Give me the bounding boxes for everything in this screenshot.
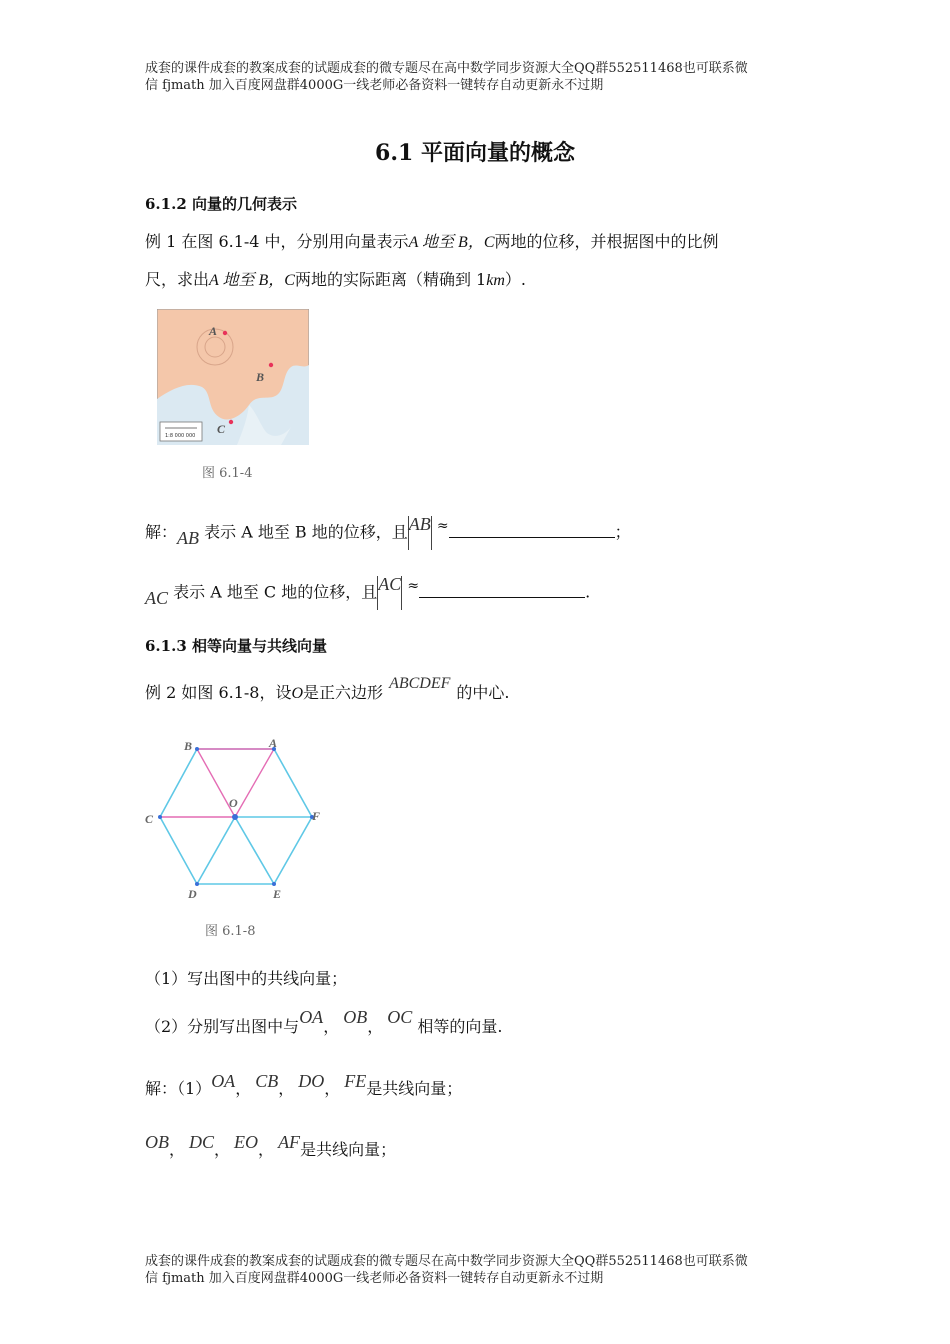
vertex-label-f: F [312, 809, 321, 823]
figure-6-1-8-caption: 图 6.1-8 [205, 924, 256, 939]
center-point [232, 814, 238, 820]
vector-ac: AC [145, 587, 169, 608]
map-scale-text: 1:8 000 000 [165, 433, 196, 439]
question-2 [145, 1007, 503, 1037]
answer-blank-ab[interactable] [449, 523, 615, 538]
hexagon-name: ABCDEF [389, 675, 451, 692]
approx-symbol: ≈ [436, 517, 449, 534]
vector-ac-magnitude: AC [378, 573, 402, 594]
solution-2-label: 解：（1） [145, 1079, 212, 1098]
center-o: O [291, 685, 304, 702]
period: . [585, 582, 591, 602]
solution-2-line-1 [145, 1071, 463, 1099]
section-heading-6-1-2: 6.1.2 向量的几何表示 [145, 195, 297, 213]
example-1-text-c: 尺，求出 [145, 270, 210, 289]
vertex-label-e: E [273, 887, 282, 901]
map-label-b: B [256, 370, 265, 384]
page-footer [145, 1253, 815, 1287]
comma: ， [278, 1079, 295, 1098]
vector-oa-answer: OA [211, 1071, 236, 1091]
example-2-text-c: 的中心. [456, 683, 510, 702]
section-heading-6-1-3: 6.1.3 相等向量与共线向量 [145, 637, 327, 655]
question-1: （1）写出图中的共线向量； [145, 969, 348, 988]
example-2-text-a: 例 2 如图 6.1-8，设 [145, 683, 292, 702]
comma: ， [169, 1140, 186, 1159]
vector-ob-answer: OB [145, 1132, 169, 1152]
question-2-text-a: （2）分别写出图中与 [145, 1017, 300, 1036]
map-illustration [157, 309, 309, 445]
comma: ， [324, 1079, 341, 1098]
collinear-text-1: 是共线向量； [366, 1079, 463, 1098]
header-line-1: 成套的课件成套的教案成套的试题成套的微专题尽在高中数学同步资源大全QQ群552511468也可联系微 [145, 61, 748, 76]
example-2-text-b: 是正六边形 [303, 683, 384, 702]
vector-ab: AB [177, 527, 200, 548]
comma: ， [367, 1017, 384, 1036]
page-title: 6.1 平面向量的概念 [375, 140, 575, 166]
map-label-c: C [217, 422, 226, 436]
solution-2-line-2 [145, 1132, 397, 1160]
vertex-label-a: A [269, 736, 278, 750]
comma: ， [323, 1017, 340, 1036]
semicolon: ； [614, 522, 631, 542]
example-1-text-d: 两地的实际距离（精确到 1 [294, 270, 487, 289]
solution-1-line-2 [145, 573, 591, 610]
comma: ， [258, 1140, 275, 1159]
example-1-places-2: A 地至 B，C [209, 272, 295, 289]
vector-eo: EO [234, 1132, 259, 1152]
collinear-text-2: 是共线向量； [300, 1140, 397, 1159]
example-1-text-a: 例 1 在图 6.1-4 中，分别用向量表示 [145, 232, 409, 251]
example-1-places: A 地至 B，C [408, 234, 495, 251]
hexagon-figure [140, 730, 330, 910]
vector-cb: CB [255, 1071, 279, 1091]
page-header [145, 60, 815, 94]
vector-af: AF [278, 1132, 301, 1152]
footer-line-1: 成套的课件成套的教案成套的试题成套的微专题尽在高中数学同步资源大全QQ群552511468也可联系微 [145, 1254, 748, 1269]
vector-do: DO [298, 1071, 325, 1091]
example-1-line-1 [145, 229, 719, 252]
vector-dc: DC [189, 1132, 215, 1152]
example-2-line [145, 675, 510, 703]
map-point-b [269, 363, 273, 367]
solution-1-line-1 [145, 513, 631, 550]
hexagon-diagram [140, 730, 330, 910]
vertex-label-o: O [229, 796, 238, 810]
solution-label: 解： [145, 522, 178, 542]
vertex-label-b: B [184, 739, 193, 753]
vector-ob: OB [343, 1007, 368, 1027]
km-unit: km [486, 272, 505, 289]
header-line-2: 信 fjmath 加入百度网盘群4000G一线老师必备资料一键转存自动更新永不过期 [145, 78, 604, 93]
map-point-a [223, 331, 227, 335]
ab-description: 表示 A 地至 B 地的位移，且 [204, 522, 408, 542]
answer-blank-ac[interactable] [419, 583, 585, 598]
comma: ， [235, 1079, 252, 1098]
footer-line-2: 信 fjmath 加入百度网盘群4000G一线老师必备资料一键转存自动更新永不过期 [145, 1271, 604, 1286]
question-2-text-b: 相等的向量. [417, 1017, 503, 1036]
comma: ， [214, 1140, 231, 1159]
vector-oc: OC [387, 1007, 413, 1027]
vertex-label-d: D [188, 887, 197, 901]
vector-ab-magnitude: AB [408, 513, 431, 534]
abs-bar-right-2 [401, 576, 402, 610]
figure-6-1-4-caption: 图 6.1-4 [202, 466, 253, 481]
map-point-c [229, 420, 233, 424]
vertex-label-c: C [145, 812, 154, 826]
example-1-text-b: 两地的位移，并根据图中的比例 [494, 232, 719, 251]
vector-oa: OA [299, 1007, 324, 1027]
vector-fe: FE [344, 1071, 367, 1091]
example-1-line-2 [145, 267, 526, 290]
example-1-close: ）. [504, 270, 526, 289]
ac-description: 表示 A 地至 C 地的位移，且 [173, 582, 378, 602]
approx-symbol-2: ≈ [407, 577, 420, 594]
map-figure [157, 309, 309, 445]
map-label-a: A [209, 324, 218, 338]
